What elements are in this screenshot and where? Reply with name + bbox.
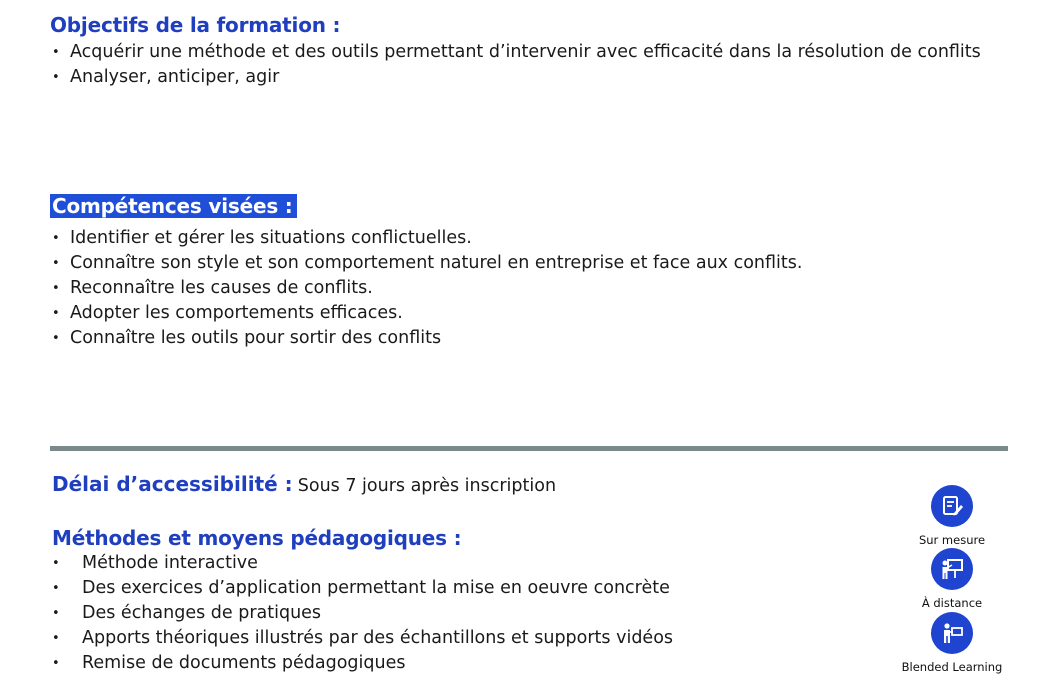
list-item: • Des échanges de pratiques (50, 601, 673, 626)
person-screen-icon (931, 612, 973, 654)
list-item: • Analyser, anticiper, agir (50, 65, 990, 90)
list-item: • Adopter les comportements efficaces. (50, 301, 802, 326)
badge-a-distance (892, 548, 1012, 610)
document-edit-icon (931, 485, 973, 527)
list-item: • Acquérir une méthode et des outils permettant d’intervenir avec efficacité dans la résolution de conflits (50, 40, 990, 65)
list-item: • Reconnaître les causes de conflits. (50, 276, 802, 301)
badge-label: À distance (921, 596, 983, 610)
presenter-board-icon (931, 548, 973, 590)
list-item: • Des exercices d’application permettant la mise en oeuvre concrète (50, 576, 673, 601)
list-item: • Identifier et gérer les situations conflictuelles. (50, 226, 802, 251)
badge-label: Sur mesure (918, 533, 986, 547)
list-item: • Connaître son style et son comportement naturel en entreprise et face aux conflits. (50, 251, 802, 276)
badge-sur-mesure (892, 485, 1012, 547)
accessibilite-value: Sous 7 jours après inscription (297, 476, 557, 496)
list-item: • Remise de documents pédagogiques (50, 651, 673, 676)
badge-blended-learning (892, 612, 1012, 674)
competences-title-highlight: Compétences visées : (50, 194, 297, 218)
competences-list (50, 226, 802, 351)
accessibilite-line (52, 472, 556, 496)
list-item: • Méthode interactive (50, 551, 673, 576)
list-item: • Connaître les outils pour sortir des conflits (50, 326, 802, 351)
badge-label: Blended Learning (901, 660, 1003, 674)
section-divider (50, 446, 1008, 451)
list-item: • Apports théoriques illustrés par des échantillons et supports vidéos (50, 626, 673, 651)
objectifs-list (50, 40, 990, 90)
competences-title (50, 193, 297, 219)
methodes-list (50, 551, 673, 676)
methodes-title: Méthodes et moyens pédagogiques : (52, 526, 462, 550)
objectifs-title: Objectifs de la formation : (50, 13, 341, 37)
accessibilite-label: Délai d’accessibilité : (52, 472, 293, 496)
